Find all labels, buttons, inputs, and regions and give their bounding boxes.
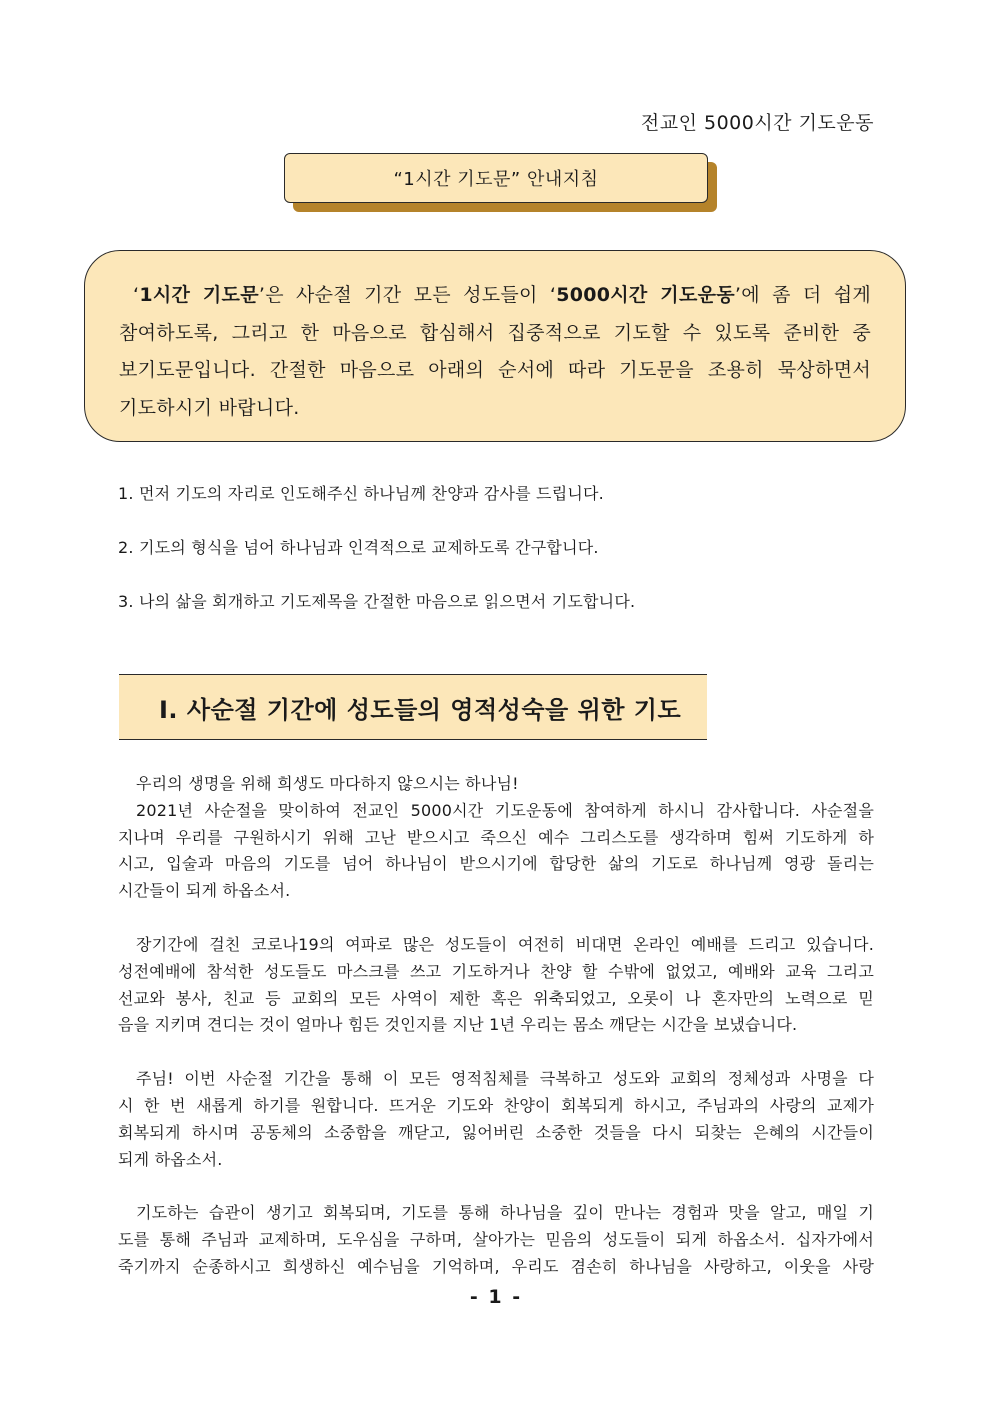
paragraph-line: 기도하는 습관이 생기고 회복되며, 기도를 통해 하나님을 깊이 만나는 경험과 맛을 알고, 매일 기 bbox=[136, 1203, 874, 1223]
intro-bold-prayer-title: 1시간 기도문 bbox=[139, 284, 259, 306]
section-heading: Ⅰ. 사순절 기간에 성도들의 영적성숙을 위한 기도 bbox=[159, 695, 682, 724]
paragraph-line: 우리의 생명을 위해 희생도 마다하지 않으시는 하나님! bbox=[136, 774, 519, 793]
paragraph-line: 죽기까지 순종하시고 희생하신 예수님을 기억하며, 우리도 겸손히 하나님을 사랑하고, 이웃을 사랑 bbox=[118, 1256, 874, 1276]
paragraph-line: 성전예배에 참석한 성도들도 마스크를 쓰고 기도하거나 찬양 할 수밖에 없었고, 예배와 교육 그리고 bbox=[118, 961, 874, 981]
guide-title-box bbox=[284, 153, 708, 203]
paragraph-line: 시 한 번 새롭게 하기를 원합니다. 뜨거운 기도와 찬양이 회복되게 하시고, 주님과의 사랑의 교제가 bbox=[118, 1095, 874, 1115]
intro-quote-close-2: ’ bbox=[734, 284, 742, 306]
intro-quote-open: ‘ bbox=[133, 284, 140, 306]
paragraph-line: 선교와 봉사, 친교 등 교회의 모든 사역이 제한 혹은 위축되었고, 오롯이 나 혼자만의 노력으로 믿 bbox=[118, 988, 874, 1008]
paragraph-line: 시간들이 되게 하옵소서. bbox=[118, 881, 291, 901]
intro-line-4: 기도하시기 바랍니다. bbox=[119, 396, 300, 419]
prayer-paragraph bbox=[118, 771, 874, 905]
section-heading-banner bbox=[119, 674, 707, 740]
guide-title: “1시간 기도문” 안내지침 bbox=[284, 153, 708, 203]
step-item: 1. 먼저 기도의 자리로 인도해주신 하나님께 찬양과 감사를 드립니다. bbox=[118, 484, 604, 503]
paragraph-line: 2021년 사순절을 맞이하여 전교인 5000시간 기도운동에 참여하게 하시니 감사합니다. 사순절을 bbox=[136, 800, 874, 820]
prayer-paragraph bbox=[118, 1200, 874, 1280]
prayer-paragraph bbox=[118, 932, 874, 1039]
paragraph-line: 도를 통해 주님과 교제하며, 도우심을 구하며, 살아가는 믿음의 성도들이 되게 하옵소서. 십자가에서 bbox=[118, 1230, 874, 1250]
intro-line-3: 보기도문입니다. 간절한 마음으로 아래의 순서에 따라 기도문을 조용히 묵상하면서 bbox=[119, 359, 871, 381]
intro-line-1 bbox=[119, 277, 871, 315]
document-org-title: 전교인 5000시간 기도운동 bbox=[640, 112, 874, 134]
intro-box bbox=[84, 250, 906, 442]
paragraph-line: 주님! 이번 사순절 기간을 통해 이 모든 영적침체를 극복하고 성도와 교회의 정체성과 사명을 다 bbox=[136, 1069, 874, 1089]
step-item: 3. 나의 삶을 회개하고 기도제목을 간절한 마음으로 읽으면서 기도합니다. bbox=[118, 592, 636, 611]
paragraph-line: 회복되게 하시며 공동체의 소중함을 깨닫고, 잃어버린 소중한 것들을 다시 되찾는 은혜의 시간들이 bbox=[118, 1122, 874, 1142]
paragraph-line: 되게 하옵소서. bbox=[118, 1149, 223, 1169]
steps-list bbox=[118, 480, 635, 642]
intro-quote-open-2: ‘ bbox=[549, 284, 557, 306]
intro-line-2: 참여하도록, 그리고 한 마음으로 합심해서 집중적으로 기도할 수 있도록 준비한 중 bbox=[119, 321, 871, 344]
intro-text-1: 은 사순절 기간 모든 성도들이 bbox=[265, 284, 550, 306]
prayer-paragraph bbox=[118, 1066, 874, 1173]
paragraph-line: 음을 지키며 견디는 것이 얼마나 힘든 것인지를 지난 1년 우리는 몸소 깨닫는 시간을 보냈습니다. bbox=[118, 1015, 798, 1035]
page-number: - 1 - bbox=[469, 1286, 523, 1308]
intro-quote-close: ’ bbox=[258, 284, 266, 306]
paragraph-line: 지나며 우리를 구원하시기 위해 고난 받으시고 죽으신 예수 그리스도를 생각하며 힘써 기도하게 하 bbox=[118, 827, 874, 847]
prayer-body bbox=[118, 771, 874, 1308]
paragraph-line: 시고, 입술과 마음의 기도를 넘어 하나님이 받으시기에 합당한 삶의 기도로 하나님께 영광 돌리는 bbox=[118, 854, 874, 874]
paragraph-line: 장기간에 걸친 코로나19의 여파로 많은 성도들이 여전히 비대면 온라인 예배를 드리고 있습니다. bbox=[136, 934, 874, 954]
step-item: 2. 기도의 형식을 넘어 하나님과 인격적으로 교제하도록 간구합니다. bbox=[118, 538, 599, 557]
intro-bold-campaign-name: 5000시간 기도운동 bbox=[556, 284, 735, 306]
intro-text-2: 에 좀 더 쉽게 bbox=[741, 284, 871, 306]
